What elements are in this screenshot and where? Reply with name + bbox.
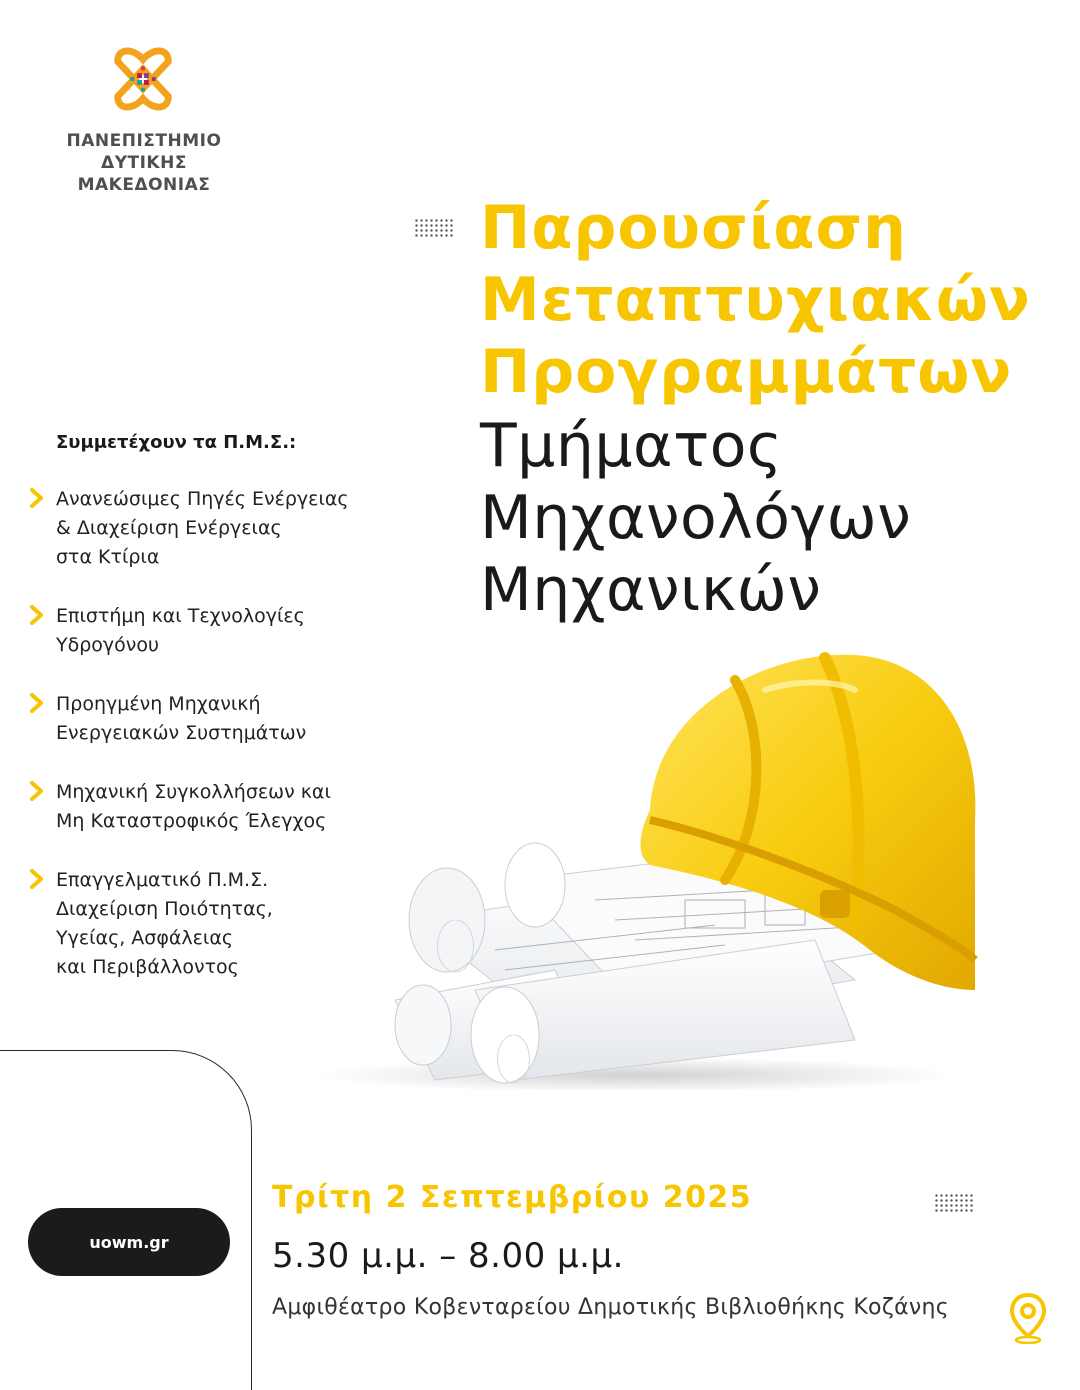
program-item-line: Υγείας, Ασφάλειας	[56, 927, 234, 949]
university-name-line: ΔΥΤΙΚΗΣ	[101, 153, 187, 173]
program-item-line: Υδρογόνου	[56, 634, 160, 656]
chevron-right-icon	[28, 780, 46, 802]
event-time: 5.30 μ.μ. – 8.00 μ.μ.	[272, 1236, 624, 1276]
chevron-right-icon	[28, 604, 46, 626]
program-item-line: Ενεργειακών Συστημάτων	[56, 722, 307, 744]
program-item-line: και Περιβάλλοντος	[56, 956, 239, 978]
university-name	[40, 130, 248, 196]
program-item-line: Ανανεώσιμες Πηγές Ενέργειας	[56, 488, 349, 510]
uowm-logo-icon	[104, 40, 182, 118]
page-title-department	[480, 410, 1070, 626]
title-line: Μηχανικών	[480, 555, 822, 625]
event-venue: Αμφιθέατρο Κοβενταρείου Δημοτικής Βιβλιοθήκης Κοζάνης	[272, 1295, 949, 1320]
dot-grid-decoration	[414, 218, 454, 238]
title-line: Μεταπτυχιακών	[480, 265, 1031, 335]
title-line: Μηχανολόγων	[480, 483, 912, 553]
dot-grid-decoration	[934, 1193, 974, 1213]
event-date: Τρίτη 2 Σεπτεμβρίου 2025	[272, 1180, 753, 1215]
university-name-line: ΜΑΚΕΔΟΝΙΑΣ	[77, 175, 211, 195]
chevron-right-icon	[28, 868, 46, 890]
program-item-line: Προηγμένη Μηχανική	[56, 693, 261, 715]
chevron-right-icon	[28, 487, 46, 509]
program-item-line: & Διαχείριση Ενέργειας	[56, 517, 282, 539]
program-item-line: Επαγγελματικό Π.Μ.Σ.	[56, 869, 269, 891]
hard-hat-blueprints-illustration	[295, 650, 985, 1090]
program-item-line: Μηχανική Συγκολλήσεων και	[56, 781, 331, 803]
university-name-line: ΠΑΝΕΠΙΣΤΗΜΙΟ	[66, 131, 222, 151]
title-line: Προγραμμάτων	[480, 337, 1013, 407]
location-pin-icon	[1008, 1292, 1048, 1344]
program-item-line: στα Κτίρια	[56, 546, 160, 568]
website-link-button[interactable]: uowm.gr	[28, 1208, 230, 1276]
programs-heading: Συμμετέχουν τα Π.Μ.Σ.:	[56, 432, 297, 453]
title-line: Τμήματος	[480, 411, 783, 481]
chevron-right-icon	[28, 692, 46, 714]
title-line: Παρουσίαση	[480, 193, 907, 263]
program-item-line: Διαχείριση Ποιότητας,	[56, 898, 273, 920]
program-item-line: Μη Καταστροφικός Έλεγχος	[56, 810, 327, 832]
page-title-highlight	[480, 192, 1070, 408]
program-item-line: Επιστήμη και Τεχνολογίες	[56, 605, 305, 627]
program-item	[28, 485, 388, 572]
